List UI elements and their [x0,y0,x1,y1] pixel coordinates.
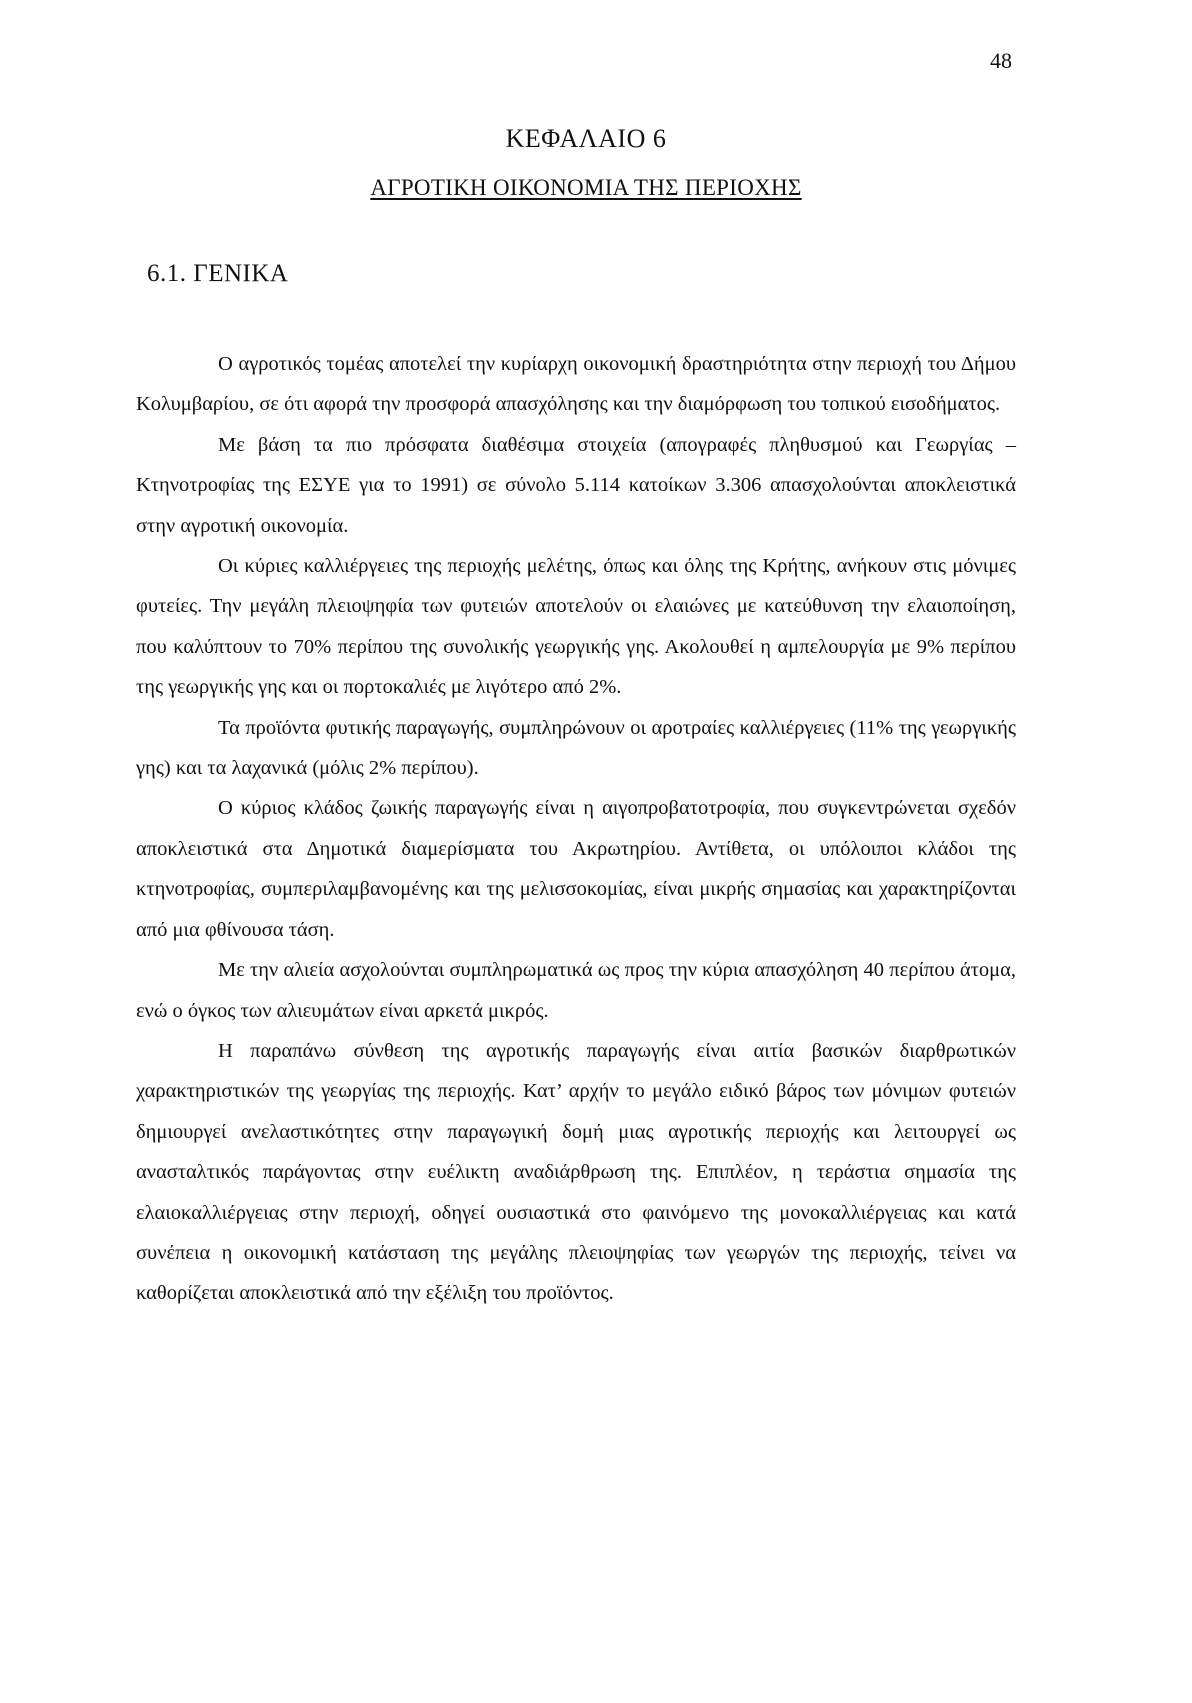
paragraph: Η παραπάνω σύνθεση της αγροτικής παραγωγής είναι αιτία βασικών διαρθρωτικών χαρακτηριστικών της γεωργίας της περιοχής. Κατ’ αρχήν το μεγάλο ειδικό βάρος των μόνιμων φυτειών δημιουργεί ανελαστικότητες στην παραγωγική δομή μιας αγροτικής περιοχής και λειτουργεί ως ανασταλτικός παράγοντας στην ευέλικτη αναδιάρθρωση της. Επιπλέον, η τεράστια σημασία της ελαιοκαλλιέργειας στην περιοχή, οδηγεί ουσιαστικά στο φαινόμενο της μονοκαλλιέργειας και κατά συνέπεια η οικονομική κατάσταση της μεγάλης πλειοψηφίας των γεωργών της περιοχής, τείνει να καθορίζεται αποκλειστικά από την εξέλιξη του προϊόντος. [136,1039,1016,1305]
section-heading: 6.1. ΓΕΝΙΚΑ [147,260,289,287]
paragraph: Ο αγροτικός τομέας αποτελεί την κυρίαρχη οικονομική δραστηριότητα στην περιοχή του Δήμου Κολυμβαρίου, σε ότι αφορά την προσφορά απασχόλησης και την διαμόρφωση του τοπικού εισοδήματος. [136,353,1016,416]
body-text [136,344,1016,1314]
page-number: 48 [990,48,1012,73]
chapter-subtitle: ΑΓΡΟΤΙΚΗ ΟΙΚΟΝΟΜΙΑ ΤΗΣ ΠΕΡΙΟΧΗΣ [370,175,802,200]
paragraph: Τα προϊόντα φυτικής παραγωγής, συμπληρώνουν οι αροτραίες καλλιέργειες (11% της γεωργικής γης) και τα λαχανικά (μόλις 2% περίπου). [136,716,1016,780]
paragraph: Με την αλιεία ασχολούνται συμπληρωματικά ως προς την κύρια απασχόληση 40 περίπου άτομα, ενώ ο όγκος των αλιευμάτων είναι αρκετά μικρός. [136,959,1016,1022]
chapter-title: ΚΕΦΑΛΑΙΟ 6 [505,124,667,153]
paragraph: Οι κύριες καλλιέργειες της περιοχής μελέτης, όπως και όλης της Κρήτης, ανήκουν στις μόνιμες φυτείες. Την μεγάλη πλειοψηφία των φυτειών αποτελούν οι ελαιώνες με κατεύθυνση την ελαιοποίηση, που καλύπτουν το 70% περίπου της συνολικής γεωργικής γης. Ακολουθεί η αμπελουργία με 9% περίπου της γεωργικής γης και οι πορτοκαλιές με λιγότερο από 2%. [136,555,1016,699]
paragraph: Ο κύριος κλάδος ζωικής παραγωγής είναι η αιγοπροβατοτροφία, που συγκεντρώνεται σχεδόν αποκλειστικά στα Δημοτικά διαμερίσματα του Ακρωτηρίου. Αντίθετα, οι υπόλοιποι κλάδοι της κτηνοτροφίας, συμπεριλαμβανομένης και της μελισσοκομίας, είναι μικρής σημασίας και χαρακτηρίζονται από μια φθίνουσα τάση. [136,797,1016,941]
paragraph: Με βάση τα πιο πρόσφατα διαθέσιμα στοιχεία (απογραφές πληθυσμού και Γεωργίας – Κτηνοτροφίας της ΕΣΥΕ για το 1991) σε σύνολο 5.114 κατοίκων 3.306 απασχολούνται αποκλειστικά στην αγροτική οικονομία. [136,433,1016,537]
